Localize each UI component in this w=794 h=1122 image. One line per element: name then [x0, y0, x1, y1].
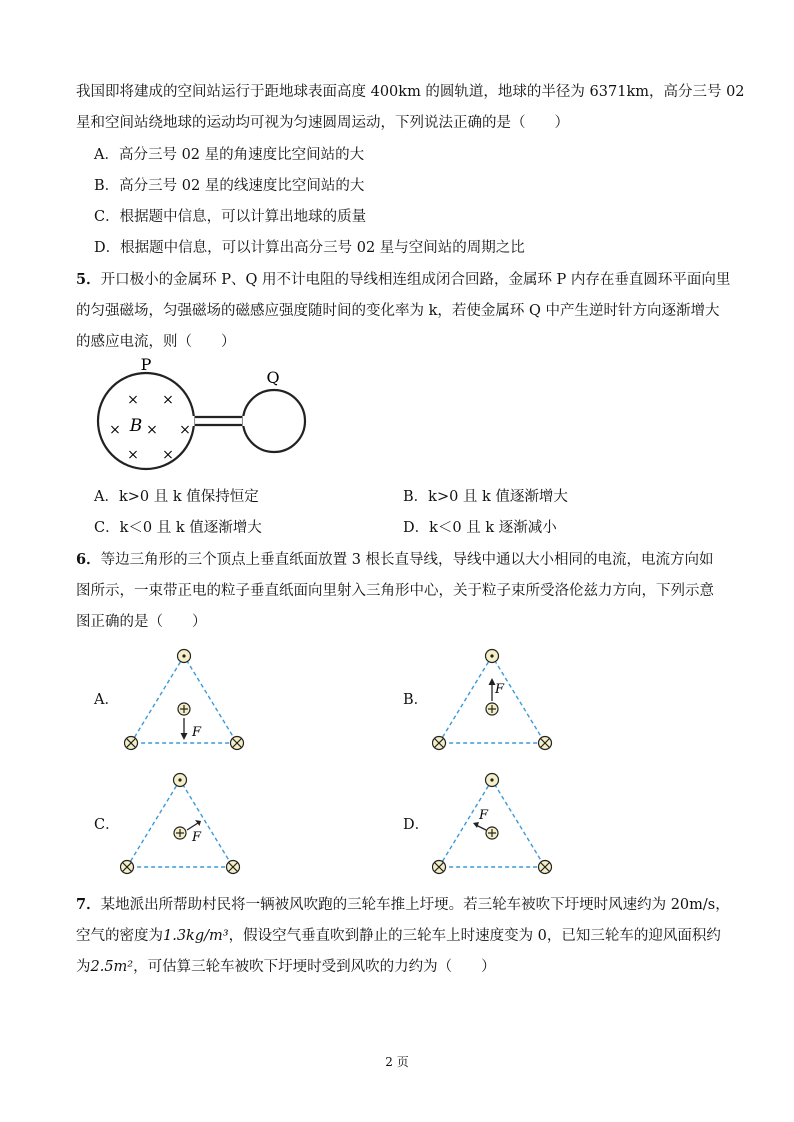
q5-option-a: A．k>0 且 k 值保持恒定 — [94, 489, 259, 505]
force-arrow-icon — [473, 822, 486, 830]
q5-option-c: C．k＜0 且 k 值逐渐增大 — [94, 520, 262, 536]
q5-figure-rings — [90, 356, 320, 476]
q4-option-b: B．高分三号 02 星的线速度比空间站的大 — [94, 178, 365, 194]
q7-number: 7． — [76, 896, 101, 913]
q4-option-a: A．高分三号 02 星的角速度比空间站的大 — [94, 147, 365, 163]
field-cross-mark: × — [162, 392, 174, 408]
q4-option-d: D．根据题中信息，可以计算出高分三号 02 星与空间站的周期之比 — [94, 240, 525, 256]
air-density-value: 1.3kg/m³ — [163, 928, 229, 944]
q4-stem-line-1: 我国即将建成的空间站运行于距地球表面高度 400km 的圆轨道，地球的半径为 6371km，高分三号 02 — [76, 84, 745, 100]
field-cross-mark: × — [146, 422, 158, 438]
force-label: F — [192, 725, 202, 740]
wire-into-page-icon — [125, 737, 138, 750]
q7-stem-line-3: 为2.5m²，可估算三轮车被吹下圩埂时受到风吹的力约为（ ） — [76, 959, 496, 975]
q6-diagram-d — [432, 772, 558, 878]
wire-into-page-icon — [231, 737, 244, 750]
q7-stem-line-2: 空气的密度为1.3kg/m³，假设空气垂直吹到静止的三轮车上时速度变为 0，已知三轮车的迎风面积约 — [76, 928, 721, 944]
field-cross-mark: × — [162, 447, 174, 463]
force-label: F — [192, 830, 202, 845]
ring-p-label: P — [140, 356, 152, 374]
wire-into-page-icon — [539, 737, 552, 750]
q6-number: 6． — [76, 551, 101, 568]
q6-stem-line-1: 6．等边三角形的三个顶点上垂直纸面放置 3 根长直导线，导线中通以大小相同的电流，电流方向如 — [76, 551, 714, 568]
ring-q-label: Q — [266, 368, 280, 387]
q6-option-b-label: B． — [403, 692, 429, 708]
wire-out-of-page-icon — [178, 650, 191, 663]
wire-out-of-page-icon — [486, 650, 499, 663]
q5-option-d: D．k＜0 且 k 逐渐减小 — [403, 520, 557, 536]
force-arrow-icon — [181, 718, 188, 740]
q6-diagram-a — [124, 648, 250, 754]
wire-out-of-page-icon — [486, 774, 499, 787]
wire-into-page-icon — [539, 861, 552, 874]
positive-charge-icon — [486, 827, 498, 839]
field-cross-mark: × — [179, 422, 191, 438]
wire-out-of-page-icon — [174, 774, 187, 787]
q4-stem-line-2: 星和空间站绕地球的运动均可视为匀速圆周运动，下列说法正确的是（ ） — [76, 115, 569, 131]
positive-charge-icon — [174, 827, 186, 839]
positive-charge-icon — [178, 703, 190, 715]
q5-stem-line-3: 的感应电流，则（ ） — [76, 334, 236, 350]
force-label: F — [495, 682, 505, 697]
q6-option-c-label: C． — [94, 817, 120, 833]
q6-option-d-label: D． — [403, 817, 430, 833]
wire-into-page-icon — [433, 737, 446, 750]
q6-option-a-label: A． — [94, 692, 119, 708]
wire-into-page-icon — [121, 861, 134, 874]
q6-stem-line-2: 图所示，一束带正电的粒子垂直纸面向里射入三角形中心，关于粒子束所受洛伦兹力方向，下列示意 — [76, 583, 714, 599]
field-b-label: B — [129, 416, 143, 436]
q5-number: 5． — [76, 271, 101, 288]
field-cross-mark: × — [109, 422, 121, 438]
q5-option-b: B．k>0 且 k 值逐渐增大 — [403, 489, 568, 505]
q6-diagram-b — [432, 648, 558, 754]
q6-diagram-c — [120, 772, 246, 878]
q5-stem-line-1: 5．开口极小的金属环 P、Q 用不计电阻的导线相连组成闭合回路，金属环 P 内存在垂直圆环平面向里 — [76, 271, 731, 288]
page-number: 2 页 — [385, 1055, 409, 1069]
wire-into-page-icon — [227, 861, 240, 874]
q4-option-c: C．根据题中信息，可以计算出地球的质量 — [94, 209, 367, 225]
q5-stem-line-2: 的匀强磁场，匀强磁场的磁感应强度随时间的变化率为 k，若使金属环 Q 中产生逆时针方向逐渐增大 — [76, 303, 720, 319]
force-arrow-icon — [187, 820, 201, 830]
field-cross-mark: × — [127, 447, 139, 463]
q6-stem-line-3: 图正确的是（ ） — [76, 614, 207, 630]
positive-charge-icon — [486, 703, 498, 715]
windward-area-value: 2.5m² — [90, 959, 134, 975]
q7-stem-line-1: 7．某地派出所帮助村民将一辆被风吹跑的三轮车推上圩埂。若三轮车被吹下圩埂时风速约为 20m/s， — [76, 896, 730, 913]
force-label: F — [479, 808, 489, 823]
field-cross-mark: × — [127, 392, 139, 408]
wire-into-page-icon — [433, 861, 446, 874]
